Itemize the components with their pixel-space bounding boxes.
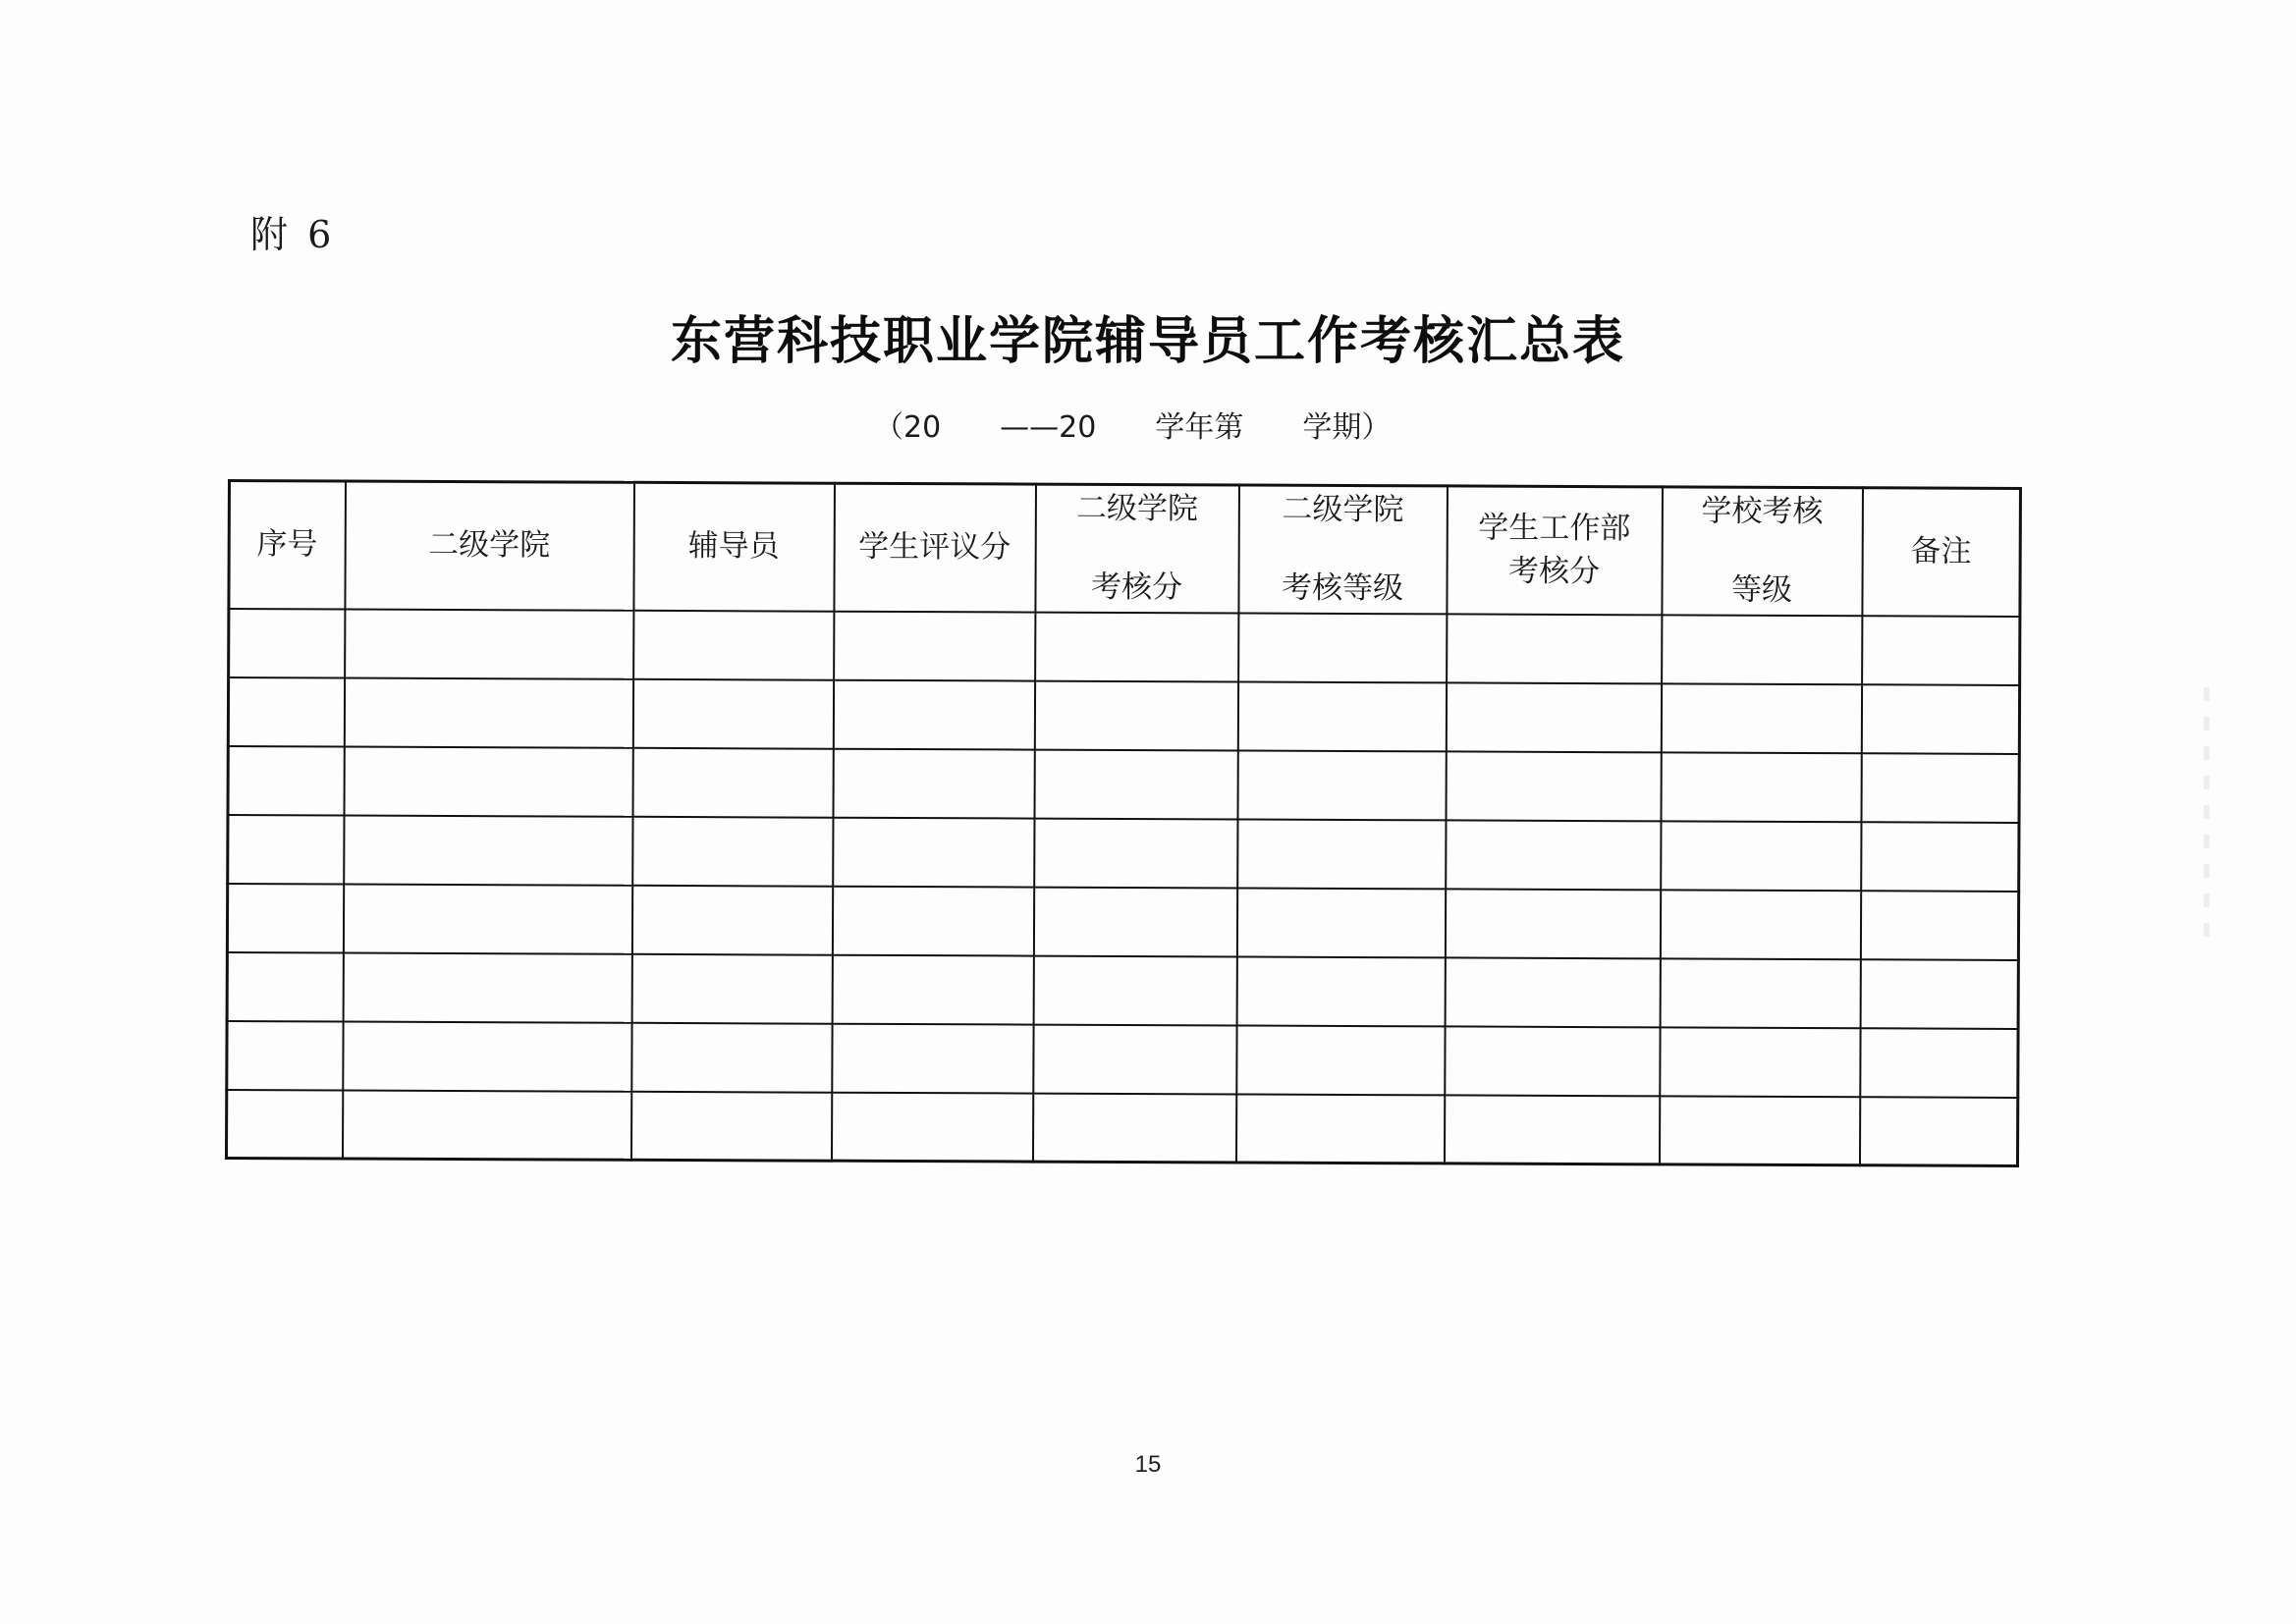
table-cell[interactable] xyxy=(228,677,344,747)
table-cell[interactable] xyxy=(1237,819,1446,889)
table-cell[interactable] xyxy=(227,1021,343,1091)
table-cell[interactable] xyxy=(1446,751,1661,821)
table-body xyxy=(226,609,2019,1166)
table-cell[interactable] xyxy=(1034,680,1237,750)
table-cell[interactable] xyxy=(1661,683,1861,753)
table-row xyxy=(228,815,2019,892)
header-college-assessment-score xyxy=(1035,484,1239,613)
table-cell[interactable] xyxy=(1659,1096,1859,1165)
table-cell[interactable] xyxy=(630,1091,831,1161)
table-cell[interactable] xyxy=(1860,1028,2018,1098)
table-cell[interactable] xyxy=(832,1023,1033,1093)
table-cell[interactable] xyxy=(1035,612,1238,681)
header-line: 二级学院 xyxy=(1282,491,1404,528)
header-line: 序号 xyxy=(256,525,318,563)
attachment-label: 附 6 xyxy=(250,213,336,256)
scan-artifact xyxy=(2204,687,2210,943)
header-line: 学生工作部 xyxy=(1478,510,1631,547)
table-row xyxy=(227,884,2018,960)
table-cell[interactable] xyxy=(1447,614,1662,683)
table-row xyxy=(228,677,2019,754)
header-line: 等级 xyxy=(1730,571,1793,608)
assessment-summary-table xyxy=(225,479,2022,1167)
table-cell[interactable] xyxy=(633,610,834,679)
table-row xyxy=(226,1090,2017,1166)
document-title: 东营科技职业学院辅导员工作考核汇总表 xyxy=(670,311,1625,371)
table-cell[interactable] xyxy=(1662,615,1862,684)
table-cell[interactable] xyxy=(831,1092,1032,1162)
table-cell[interactable] xyxy=(344,746,632,816)
table-cell[interactable] xyxy=(631,885,832,954)
table-cell[interactable] xyxy=(226,1090,342,1160)
table-cell[interactable] xyxy=(1235,1094,1444,1164)
table-cell[interactable] xyxy=(1236,888,1445,957)
table-cell[interactable] xyxy=(227,884,343,953)
header-line: 学校考核 xyxy=(1701,493,1824,529)
table-cell[interactable] xyxy=(227,952,343,1022)
table-cell[interactable] xyxy=(833,748,1034,818)
table-cell[interactable] xyxy=(832,886,1033,955)
table-cell[interactable] xyxy=(1660,890,1860,959)
table-cell[interactable] xyxy=(1033,1024,1236,1094)
table-cell[interactable] xyxy=(632,747,833,817)
table-cell[interactable] xyxy=(1446,682,1661,752)
table-cell[interactable] xyxy=(1445,1026,1660,1096)
table-cell[interactable] xyxy=(1236,956,1445,1026)
table-cell[interactable] xyxy=(345,609,633,678)
table-cell[interactable] xyxy=(342,1090,630,1160)
header-counselor xyxy=(633,482,835,611)
table-cell[interactable] xyxy=(1032,1093,1235,1163)
table-cell[interactable] xyxy=(1033,887,1236,956)
table-row xyxy=(227,952,2018,1029)
header-student-evaluation-score xyxy=(834,483,1036,612)
table-cell[interactable] xyxy=(1445,889,1660,958)
table-cell[interactable] xyxy=(228,815,344,885)
table-row xyxy=(227,1021,2018,1098)
header-school-assessment-grade xyxy=(1662,487,1863,616)
table-cell[interactable] xyxy=(1237,750,1446,820)
header-secondary-college xyxy=(345,481,634,610)
header-line: 二级学院 xyxy=(428,526,551,564)
table-cell[interactable] xyxy=(1861,753,2019,823)
table-cell[interactable] xyxy=(1444,1095,1659,1164)
table-cell[interactable] xyxy=(1861,684,2019,754)
table-cell[interactable] xyxy=(1034,818,1237,888)
table-cell[interactable] xyxy=(1862,616,2020,685)
header-line: 学生评议分 xyxy=(858,528,1011,566)
table-cell[interactable] xyxy=(631,1022,832,1092)
header-college-assessment-grade xyxy=(1238,485,1448,614)
table-cell[interactable] xyxy=(343,952,631,1022)
header-line: 辅导员 xyxy=(687,527,780,565)
table-cell[interactable] xyxy=(1661,752,1861,822)
header-remarks xyxy=(1862,488,2021,617)
header-line: 考核分 xyxy=(1090,568,1183,605)
table-cell[interactable] xyxy=(632,678,833,748)
table-cell[interactable] xyxy=(1033,955,1236,1025)
table-cell[interactable] xyxy=(1446,820,1661,890)
table-cell[interactable] xyxy=(343,1021,631,1091)
table-cell[interactable] xyxy=(1660,958,1860,1028)
table-cell[interactable] xyxy=(834,611,1035,680)
table-cell[interactable] xyxy=(833,817,1034,887)
table-cell[interactable] xyxy=(833,679,1034,749)
table-cell[interactable] xyxy=(343,884,631,953)
table-cell[interactable] xyxy=(632,816,833,886)
table-cell[interactable] xyxy=(1861,822,2019,892)
header-serial-number xyxy=(229,481,346,610)
table-cell[interactable] xyxy=(1860,959,2018,1029)
table-cell[interactable] xyxy=(344,815,632,885)
table-cell[interactable] xyxy=(1860,891,2018,960)
table-cell[interactable] xyxy=(1859,1097,2017,1166)
table-cell[interactable] xyxy=(228,746,344,816)
table-cell[interactable] xyxy=(1661,821,1861,891)
page-number: 15 xyxy=(1134,1451,1162,1478)
table-cell[interactable] xyxy=(1034,749,1237,819)
table-cell[interactable] xyxy=(344,677,632,747)
table-cell[interactable] xyxy=(631,953,832,1023)
table-header-row xyxy=(229,481,2021,617)
header-line: 二级学院 xyxy=(1075,490,1198,527)
table-row xyxy=(228,746,2019,823)
header-line: 考核等级 xyxy=(1281,569,1404,606)
table-cell[interactable] xyxy=(832,954,1033,1024)
table-cell[interactable] xyxy=(229,609,345,678)
table-row xyxy=(229,609,2020,685)
table-cell[interactable] xyxy=(1238,613,1447,682)
academic-term-subtitle: （20 ——20 学年第 学期） xyxy=(874,410,1392,445)
table-cell[interactable] xyxy=(1445,957,1660,1027)
header-line: 备注 xyxy=(1910,533,1972,569)
table-cell[interactable] xyxy=(1237,681,1446,751)
header-line: 考核分 xyxy=(1508,553,1601,589)
table-cell[interactable] xyxy=(1660,1027,1860,1097)
table-cell[interactable] xyxy=(1236,1025,1445,1095)
header-student-affairs-score xyxy=(1447,486,1663,615)
